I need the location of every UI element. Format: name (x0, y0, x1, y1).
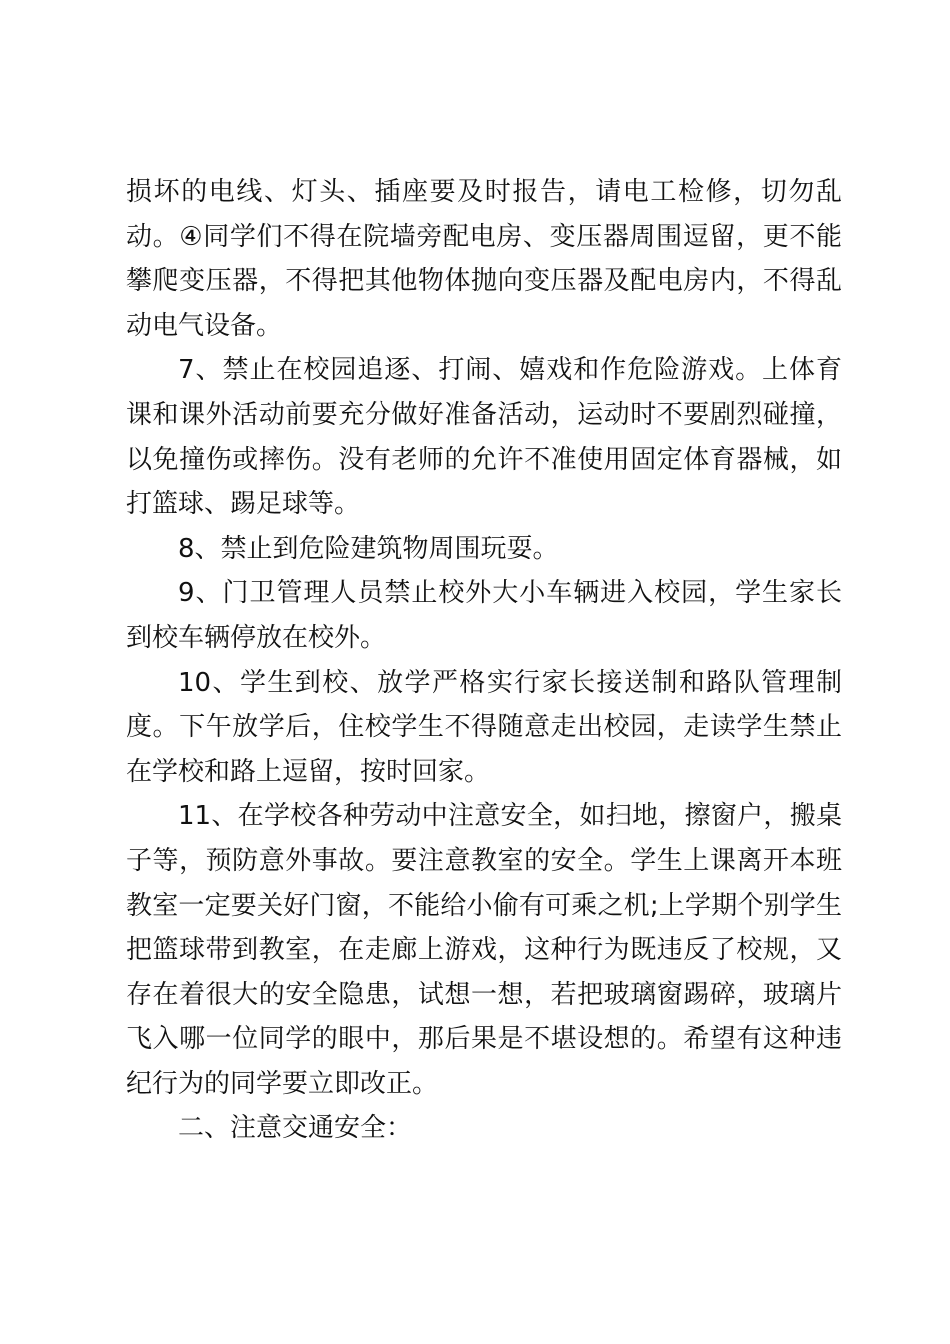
paragraph-item-8: 8、禁止到危险建筑物周围玩耍。 (178, 533, 559, 564)
paragraph-electrical-safety: 损坏的电线、灯头、插座要及时报告，请电工检修，切勿乱动。④同学们不得在院墙旁配电房、变压器周围逗留，更不能攀爬变压器，不得把其他物体抛向变压器及配电房内，不得乱动电气设备。 (126, 177, 842, 341)
document-body (126, 170, 842, 1151)
paragraph-item-10: 10、学生到校、放学严格实行家长接送制和路队管理制度。下午放学后，住校学生不得随意走出校园，走读学生禁止在学校和路上逗留，按时回家。 (126, 667, 842, 787)
paragraph-item-9: 9、门卫管理人员禁止校外大小车辆进入校园，学生家长到校车辆停放在校外。 (126, 578, 842, 653)
paragraph-item-11: 11、在学校各种劳动中注意安全，如扫地，擦窗户，搬桌子等，预防意外事故。要注意教室的安全。学生上课离开本班教室一定要关好门窗，不能给小偷有可乘之机;上学期个别学生把篮球带到教室，在走廊上游戏，这种行为既违反了校规，又存在着很大的安全隐患，试想一想，若把玻璃窗踢碎，玻璃片飞入哪一位同学的眼中，那后果是不堪设想的。希望有这种违纪行为的同学要立即改正。 (126, 801, 842, 1099)
section-heading-traffic-safety: 二、注意交通安全： (178, 1113, 413, 1144)
paragraph-item-7: 7、禁止在校园追逐、打闹、嬉戏和作危险游戏。上体育课和课外活动前要充分做好准备活动，运动时不要剧烈碰撞，以免撞伤或摔伤。没有老师的允许不准使用固定体育器械，如打篮球、踢足球等。 (126, 355, 842, 520)
